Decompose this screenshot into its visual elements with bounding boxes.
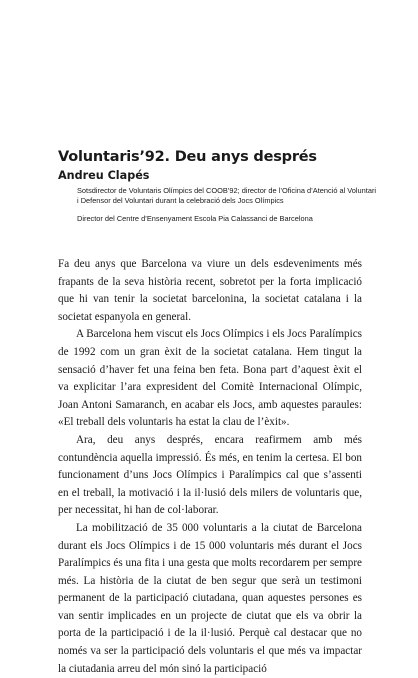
article-title: Voluntaris’92. Deu anys després — [58, 149, 317, 165]
affiliation-line: Sotsdirector de Voluntaris Olímpics del COOB’92; director de l’Oficina d’Atenció al Voluntari i Defensor del Voluntari durant la celebració dels Jocs Olímpics — [77, 186, 377, 206]
body-paragraph: Ara, deu anys després, encara reafirmem amb més contundència aquella impressió. És més, en tenim la certesa. El bon funcionament d’uns Jocs Olímpics i Paralímpics cal que s’assenti en el treball, la motivació i la il·lusió dels milers de voluntaris que, per necessitat, hi han de col·laborar. — [58, 433, 362, 517]
author-affiliations — [77, 186, 377, 224]
article-body — [58, 256, 362, 678]
article-author: Andreu Clapés — [58, 169, 150, 182]
body-paragraph: A Barcelona hem viscut els Jocs Olímpics i els Jocs Paralímpics de 1992 com un gran èxit de la societat catalana. Hem tingut la sensació d’haver fet una feina ben feta. Bona part d’aquest èxit el va explicitar l’ara expresident del Comitè Internacional Olímpic, Joan Antoni Samaranch, en acabar els Jocs, amb aquestes paraules: «El treball dels voluntaris ha estat la clau de l’èxit». — [58, 328, 362, 429]
affiliation-line: Director del Centre d’Ensenyament Escola Pia Calassanci de Barcelona — [77, 213, 313, 223]
body-paragraph: Fa deu anys que Barcelona va viure un dels esdeveniments més frapants de la seva història recent, sobretot per la forta implicació que hi van tenir la societat barcelonina, la societat catalana i la societat espanyola en general. — [58, 258, 362, 323]
body-paragraph: La mobilització de 35 000 voluntaris a la ciutat de Barcelona durant els Jocs Olímpics i de 15 000 voluntaris més durant el Jocs Paralímpics és una fita i una gesta que molts recordarem per sempre més. La història de la ciutat de ben segur que serà un testimoni permanent de la participació ciutadana, quan aquestes persones es van sentir implicades en un projecte de ciutat que els va obrir la porta de la participació i de la il·lusió. Perquè cal destacar que no només va ser la participació dels voluntaris el que més va impactar la ciutadania arreu del món sinó la participació — [58, 521, 362, 675]
